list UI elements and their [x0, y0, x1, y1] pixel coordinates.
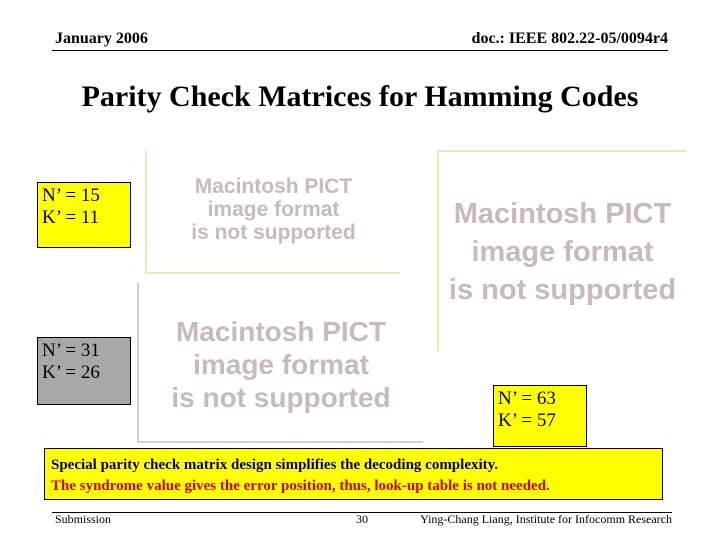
footer-submission: Submission — [55, 512, 112, 526]
header-divider — [52, 50, 668, 51]
code-params-15-11 — [37, 182, 131, 248]
pict-line-3: is not supported — [171, 382, 391, 413]
k-value: K’ = 26 — [42, 362, 100, 383]
note-line-2: The syndrome value gives the error position, thus, look-up table is not needed. — [51, 478, 550, 494]
pict-unsupported-message — [439, 195, 686, 309]
matrix-image-63 — [437, 150, 686, 352]
matrix-image-31 — [137, 283, 423, 443]
n-value: N’ = 31 — [42, 340, 100, 361]
pict-line-2: image format — [193, 349, 369, 380]
slide-title: Parity Check Matrices for Hamming Codes — [81, 80, 639, 113]
pict-line-1: Macintosh PICT — [453, 198, 672, 230]
n-value: N’ = 15 — [42, 185, 100, 206]
summary-note — [44, 448, 663, 500]
n-value: N’ = 63 — [498, 388, 556, 409]
note-line-1: Special parity check matrix design simplifies the decoding complexity. — [51, 457, 499, 473]
pict-line-1: Macintosh PICT — [194, 175, 353, 198]
pict-line-3: is not supported — [191, 221, 356, 244]
pict-line-1: Macintosh PICT — [175, 316, 386, 347]
code-params-31-26 — [37, 337, 131, 405]
pict-line-3: is not supported — [448, 274, 677, 306]
page-number: 30 — [356, 512, 368, 526]
pict-line-2: image format — [471, 236, 654, 268]
pict-unsupported-message — [139, 315, 423, 414]
pict-line-2: image format — [207, 198, 340, 221]
pict-unsupported-message — [147, 175, 400, 244]
k-value: K’ = 57 — [498, 410, 556, 431]
matrix-image-15 — [145, 150, 400, 274]
header-date: January 2006 — [55, 30, 148, 47]
code-params-63-57 — [493, 385, 587, 447]
k-value: K’ = 11 — [42, 207, 100, 228]
header-doc-id: doc.: IEEE 802.22-05/0094r4 — [471, 30, 668, 47]
footer-author: Ying-Chang Liang, Institute for Infocomm Research — [420, 512, 672, 526]
